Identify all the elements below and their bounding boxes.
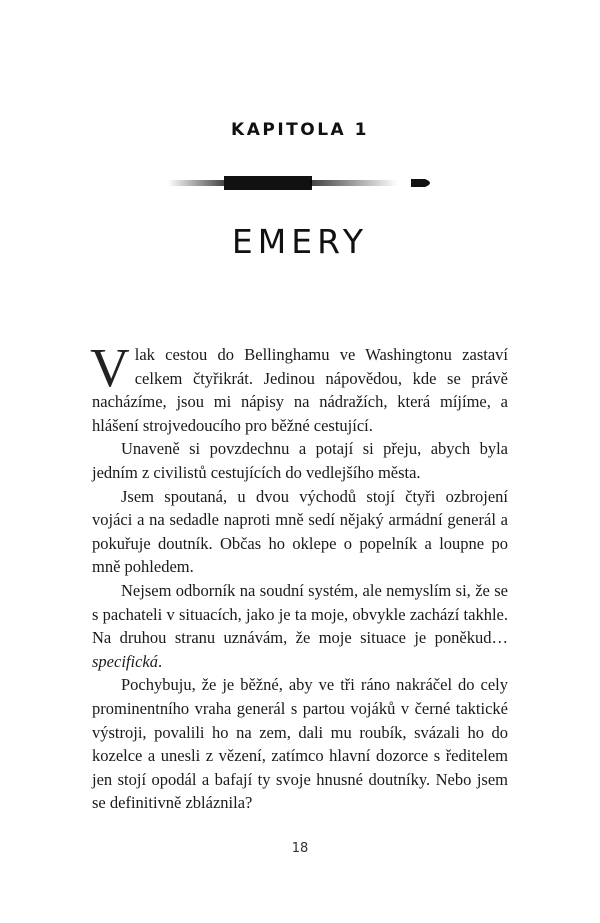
chapter-label: KAPITOLA 1 [231,120,369,140]
paragraph: Pochybuju, že je běžné, aby ve tři ráno nakráčel do cely prominentního vraha generál s partou vojáků v černé taktické výstroji, povalili ho na zem, dali mu roubík, svázali ho do kozelce a unesli z vězení, zatímco hlavní dozorce s ředitelem jen stojí opodál a bafají ty svoje hnusné doutníky. Nebo jsem se definitivně zbláznila? [92,675,508,813]
paragraph-text-end: . [157,651,163,671]
drop-cap: V [90,337,130,398]
bullet-ornament [168,170,438,196]
ornament-trail-right [310,180,398,186]
ornament-trail-left [168,180,226,186]
paragraph [90,337,508,437]
ornament-bar [224,176,312,190]
body-text [90,337,508,815]
bullet-icon [411,179,430,187]
paragraph: Unaveně si povzdechnu a potají si přeju, abych byla jedním z civilistů cestujících do vedlejšího města. [92,439,508,482]
paragraph: Jsem spoutaná, u dvou východů stojí čtyři ozbrojení vojáci a na sedadle naproti mně sedí nějaký armádní generál a pokuřuje doutník. Občas ho oklepe o popelník a loupne po mně pohledem. [92,486,508,577]
chapter-title: EMERY [231,222,369,261]
emphasis-text: specifická [92,651,158,671]
paragraph-text: lak cestou do Bellinghamu ve Washingtonu zastaví celkem čtyřikrát. Jedinou nápovědou, kde se právě nacházíme, jsou mi nápisy na nádražích, která míjíme, a hlášení strojvedoucího pro běžné cestující. [92,345,508,435]
paragraph-text: Nejsem odborník na soudní systém, ale nemyslím si, že se s pachateli v situacích, jako je ta moje, obvykle zachází takhle. Na druhou stranu uznávám, že moje situace je poněkud… [92,580,508,648]
paragraph [92,579,508,673]
page-number: 18 [291,841,309,856]
